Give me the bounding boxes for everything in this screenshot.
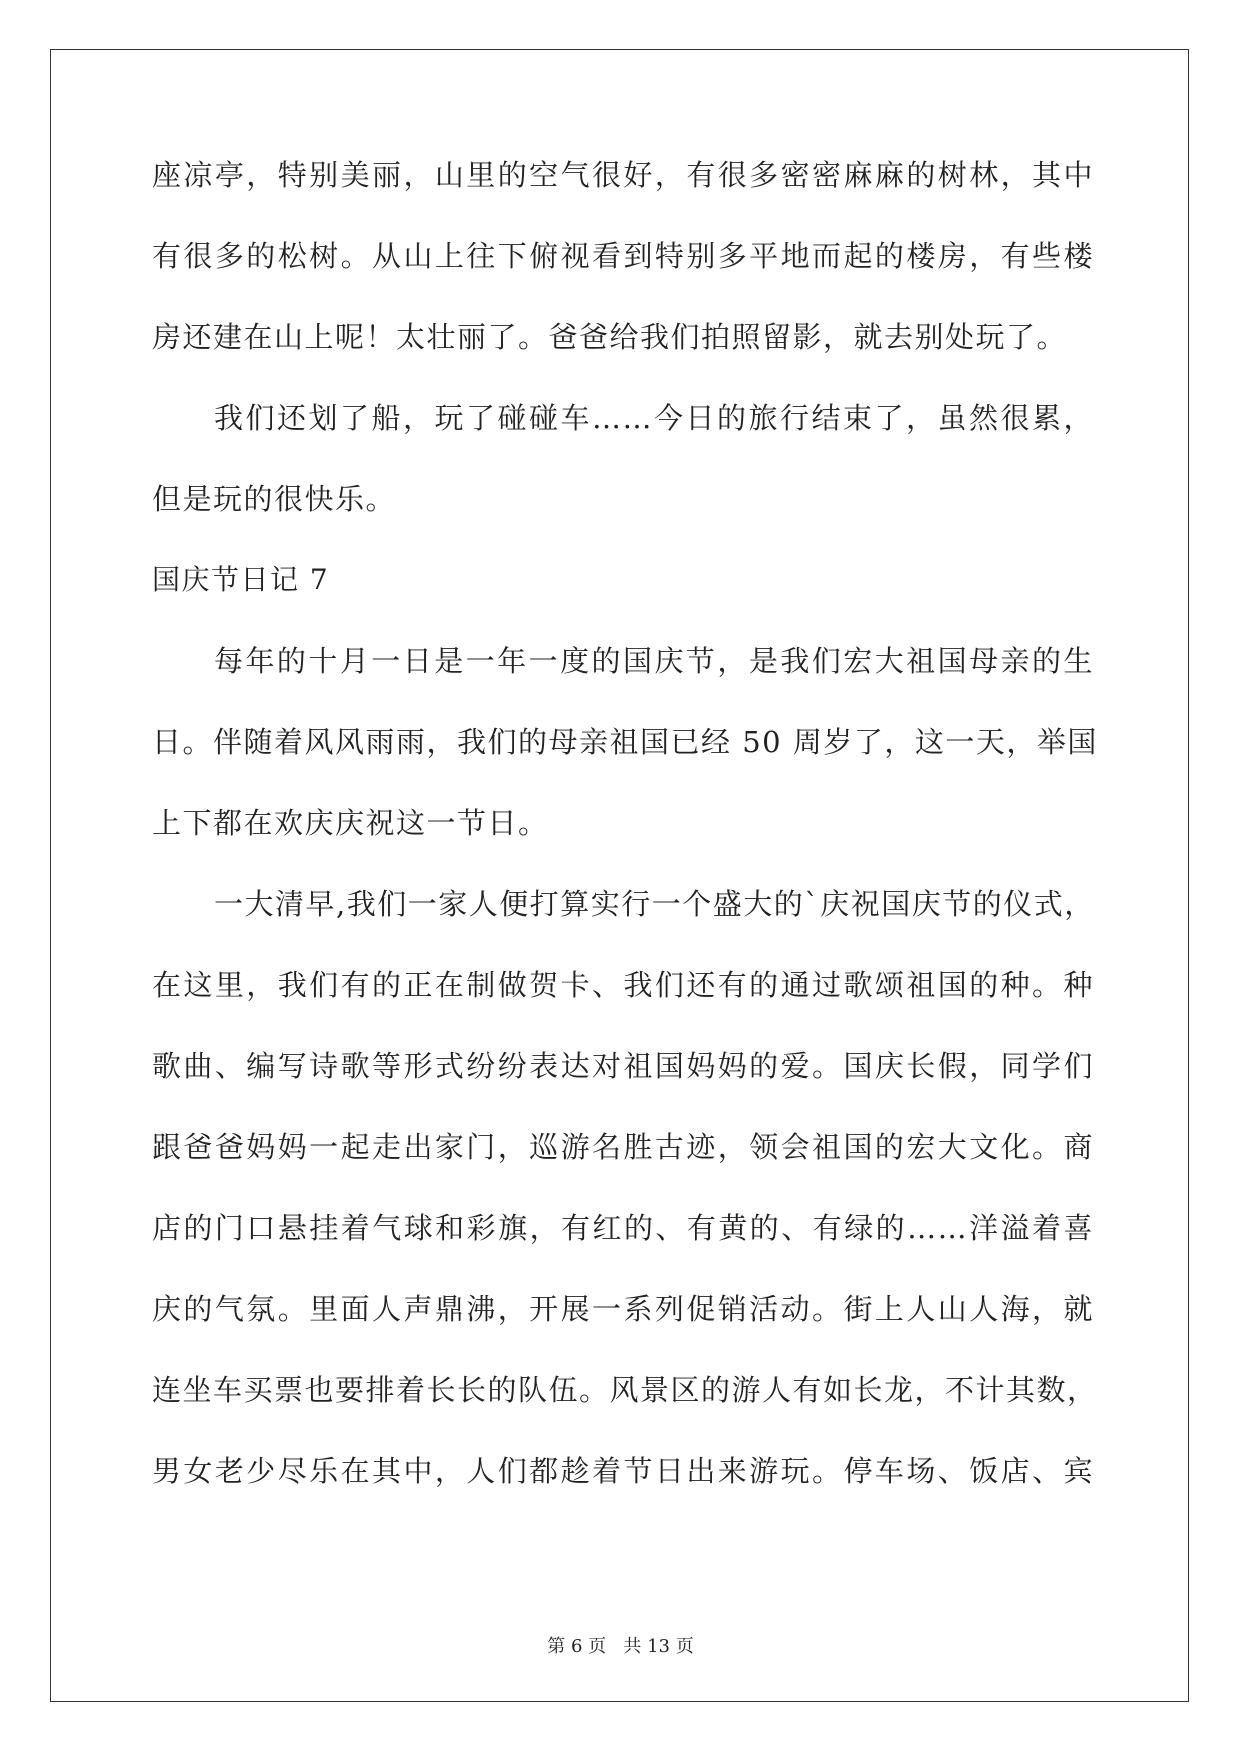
text-line: 我们还划了船，玩了碰碰车……今日的旅行结束了，虽然很累，: [214, 401, 1094, 435]
page-footer: [0, 1632, 1241, 1658]
text-line: 跟爸爸妈妈一起走出家门，巡游名胜古迹，领会祖国的宏大文化。商: [152, 1130, 1094, 1164]
text-line: 日。伴随着风风雨雨，我们的母亲祖国已经 50 周岁了，这一天，举国: [152, 725, 1098, 759]
text-line: 在这里，我们有的正在制做贺卡、我们还有的通过歌颂祖国的种。种: [152, 968, 1094, 1002]
text-line: 但是玩的很快乐。: [152, 482, 397, 516]
text-line: 男女老少尽乐在其中，人们都趁着节日出来游玩。停车场、饭店、宾: [152, 1454, 1094, 1488]
text-line: 上下都在欢庆庆祝这一节日。: [152, 806, 549, 840]
text-line: 歌曲、编写诗歌等形式纷纷表达对祖国妈妈的爱。国庆长假，同学们: [152, 1049, 1094, 1083]
text-line: 庆的气氛。里面人声鼎沸，开展一系列促销活动。街上人山人海，就: [152, 1292, 1094, 1326]
text-line: 一大清早,我们一家人便打算实行一个盛大的`庆祝国庆节的仪式，: [214, 887, 1095, 921]
page-total: 共 13 页: [623, 1636, 694, 1657]
page-number: 第 6 页: [547, 1636, 607, 1657]
text-line: 每年的十月一日是一年一度的国庆节，是我们宏大祖国母亲的生: [214, 644, 1094, 678]
text-line: 店的门口悬挂着气球和彩旗，有红的、有黄的、有绿的……洋溢着喜: [152, 1211, 1094, 1245]
text-line: 有很多的松树。从山上往下俯视看到特别多平地而起的楼房，有些楼: [152, 239, 1094, 273]
document-body: [152, 158, 1098, 1537]
text-line: 座凉亭，特别美丽，山里的空气很好，有很多密密麻麻的树林，其中: [152, 158, 1094, 192]
text-line: 连坐车买票也要排着长长的队伍。风景区的游人有如长龙，不计其数，: [152, 1373, 1098, 1407]
section-heading: 国庆节日记 7: [152, 563, 330, 596]
text-line: 房还建在山上呢！太壮丽了。爸爸给我们拍照留影，就去别处玩了。: [152, 320, 1068, 354]
